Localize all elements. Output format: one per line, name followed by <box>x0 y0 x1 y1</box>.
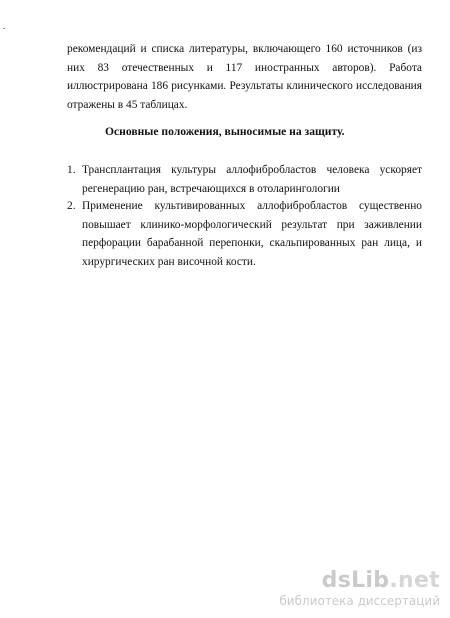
list-item-text: Трансплантация культуры аллофибробластов человека ускоряет регенерацию ран, встречающихся в отоларингологии <box>82 164 422 195</box>
body-paragraph: рекомендаций и списка литературы, включающего 160 источников (из них 83 отечественных и 117 иностранных авторов). Работа иллюстрирована 186 рисунками. Результаты клинического исследования отражены в 45 таблицах. <box>67 43 422 111</box>
watermark <box>279 569 440 608</box>
page-corner-mark: . <box>3 21 6 31</box>
watermark-logo-main: dsLib <box>321 568 390 593</box>
list-item-number: 2. <box>67 200 76 212</box>
watermark-logo-tld: .net <box>389 568 440 593</box>
watermark-logo <box>279 569 440 593</box>
list-item-text: Применение культивированных аллофибробластов существенно повышает клинико-морфологический результат при заживлении перфорации барабанной перепонки, скальпированных ран лица, и хирургических ран височной кости. <box>82 200 422 268</box>
watermark-subtitle: библиотека диссертаций <box>279 594 440 608</box>
section-heading: Основные положения, выносимые на защиту. <box>105 125 345 138</box>
list-item-number: 1. <box>67 164 76 176</box>
